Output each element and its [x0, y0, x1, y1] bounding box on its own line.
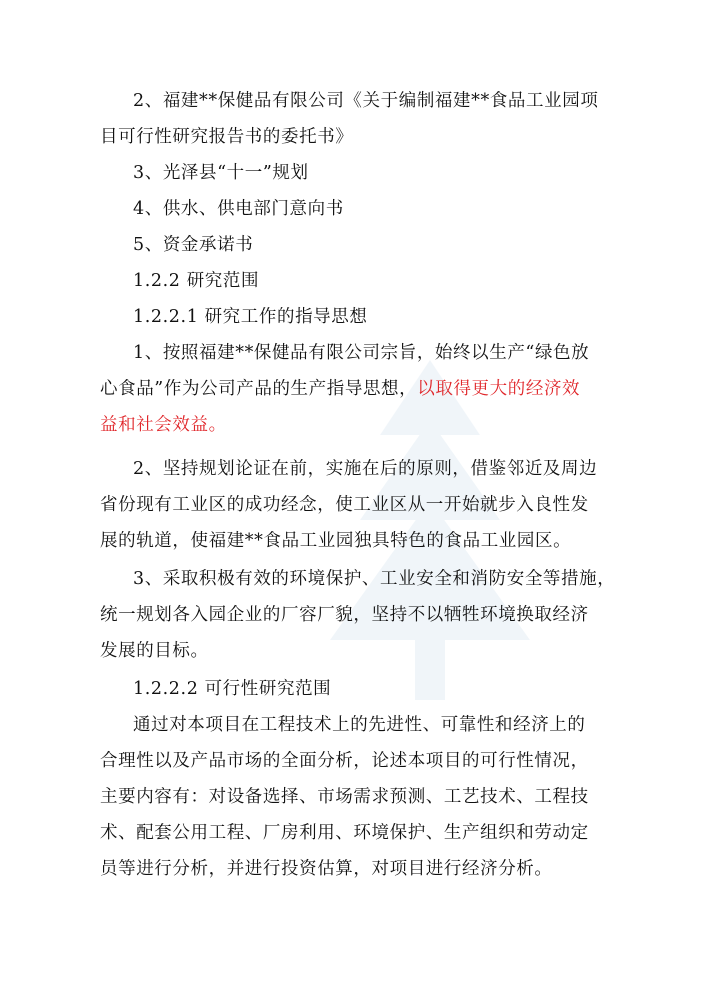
text-line: 5、资金承诺书 — [133, 235, 254, 255]
text-line: 主要内容有：对设备选择、市场需求预测、工艺技术、工程技 — [100, 787, 589, 807]
text-line — [100, 378, 580, 400]
text-line: 术、配套公用工程、厂房利用、环境保护、生产组织和劳动定 — [100, 823, 589, 843]
section-heading: 1.2.2 研究范围 — [133, 271, 260, 291]
highlighted-text: 以取得更大的经济效 — [417, 379, 581, 399]
highlighted-text: 益和社会效益。 — [100, 415, 227, 435]
text-line: 展的轨道，使福建**食品工业园独具特色的食品工业园区。 — [100, 531, 572, 551]
text-line: 2、福建**保健品有限公司《关于编制福建**食品工业园项 — [133, 91, 599, 111]
text-line: 通过对本项目在工程技术上的先进性、可靠性和经济上的 — [133, 715, 586, 735]
text-line: 省份现有工业区的成功经念，使工业区从一开始就步入良性发 — [100, 495, 589, 515]
text-line: 统一规划各入园企业的厂容厂貌，坚持不以牺牲环境换取经济 — [100, 605, 589, 625]
text-span: 心食品”作为公司产品的生产指导思想， — [100, 379, 418, 399]
text-line: 发展的目标。 — [100, 641, 209, 661]
section-heading: 1.2.2.2 可行性研究范围 — [133, 679, 332, 699]
text-line: 合理性以及产品市场的全面分析，论述本项目的可行性情况， — [100, 751, 589, 771]
text-line: 3、采取积极有效的环境保护、工业安全和消防安全等措施， — [133, 569, 616, 589]
text-line: 员等进行分析，并进行投资估算，对项目进行经济分析。 — [100, 859, 553, 879]
text-line: 3、光泽县“十一”规划 — [133, 163, 309, 183]
text-line: 目可行性研究报告书的委托书》 — [100, 127, 354, 147]
section-heading: 1.2.2.1 研究工作的指导思想 — [133, 307, 368, 327]
text-line: 2、坚持规划论证在前，实施在后的原则，借鉴邻近及周边 — [133, 459, 598, 479]
text-line: 4、供水、供电部门意向书 — [133, 199, 344, 219]
text-line: 1、按照福建**保健品有限公司宗旨，始终以生产“绿色放 — [133, 343, 590, 363]
